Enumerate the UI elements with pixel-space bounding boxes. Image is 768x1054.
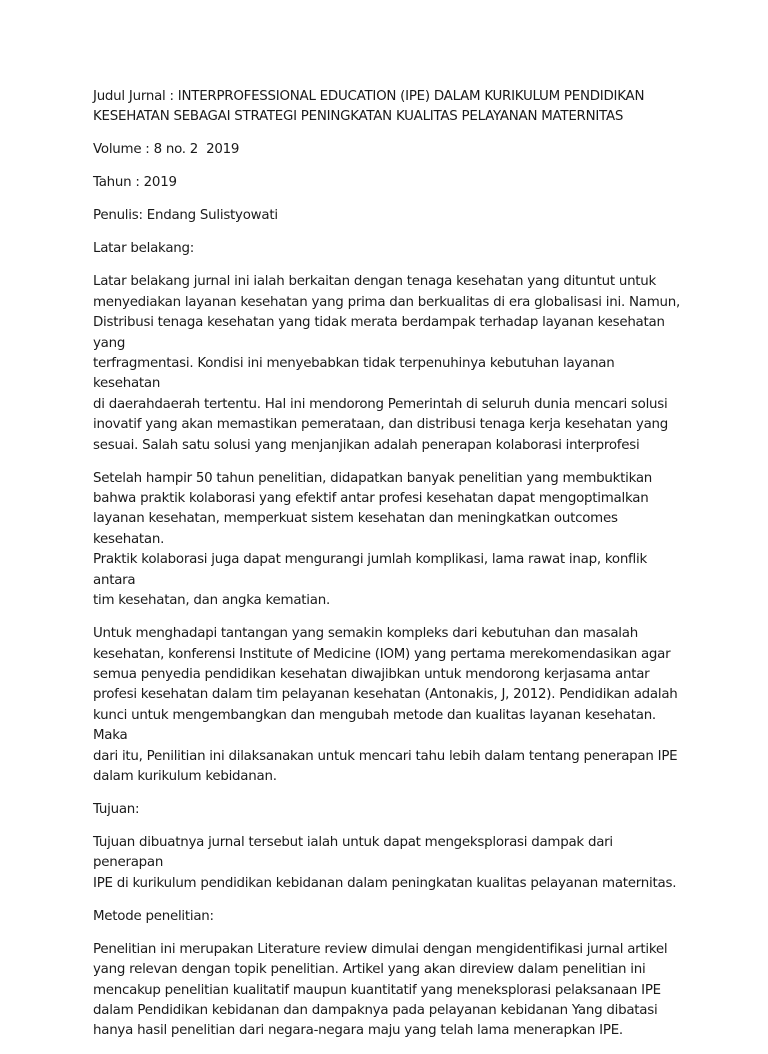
text-line: inovatif yang akan memastikan pemerataan, dan distribusi tenaga kerja kesehatan yang (93, 417, 669, 433)
text-line: semua penyedia pendidikan kesehatan diwajibkan untuk mendorong kerjasama antar (93, 666, 650, 682)
text-line: dalam kurikulum kebidanan. (93, 768, 277, 784)
text-line: Untuk menghadapi tantangan yang semakin kompleks dari kebutuhan dan masalah (93, 626, 638, 642)
text-line: IPE di kurikulum pendidikan kebidanan dalam peningkatan kualitas pelayanan maternitas. (93, 875, 677, 891)
text-line: layanan kesehatan, memperkuat sistem kesehatan dan meningkatkan outcomes kesehatan. (93, 511, 618, 547)
year-line: Tahun : 2019 (93, 175, 177, 191)
text-line: hanya hasil penelitian dari negara-negara maju yang telah lama menerapkan IPE. (93, 1023, 623, 1039)
text-line: yang relevan dengan topik penelitian. Artikel yang akan direview dalam penelitian ini (93, 962, 646, 978)
text-line: Setelah hampir 50 tahun penelitian, didapatkan banyak penelitian yang membuktikan (93, 470, 653, 486)
method-heading: Metode penelitian: (93, 908, 214, 924)
text-line: terfragmentasi. Kondisi ini menyebabkan tidak terpenuhinya kebutuhan layanan kesehatan (93, 356, 615, 392)
background-paragraph-2 (93, 469, 683, 612)
background-heading: Latar belakang: (93, 241, 195, 257)
objective-heading: Tujuan: (93, 801, 140, 817)
text-line: Tujuan dibuatnya jurnal tersebut ialah untuk dapat mengeksplorasi dampak dari penerapan (93, 834, 613, 871)
text-line: sesuai. Salah satu solusi yang menjanjikan adalah penerapan kolaborasi interprofesi (93, 437, 640, 453)
text-line: kunci untuk mengembangkan dan mengubah metode dan kualitas layanan kesehatan. Maka (93, 707, 656, 744)
journal-title-line-1: Judul Jurnal : INTERPROFESSIONAL EDUCATION (IPE) DALAM KURIKULUM PENDIDIKAN (93, 89, 645, 104)
text-line: Distribusi tenaga kesehatan yang tidak merata berdampak terhadap layanan kesehatan yang (93, 315, 665, 351)
text-line: Latar belakang jurnal ini ialah berkaitan dengan tenaga kesehatan yang dituntut untuk (93, 274, 657, 290)
author-line: Penulis: Endang Sulistyowati (93, 208, 278, 224)
text-line: Praktik kolaborasi juga dapat mengurangi jumlah komplikasi, lama rawat inap, konflik antara (93, 552, 647, 588)
method-paragraph (93, 940, 683, 1042)
text-line: kesehatan, konferensi Institute of Medicine (IOM) yang pertama merekomendasikan agar (93, 646, 671, 662)
text-line: Penelitian ini merupakan Literature review dimulai dengan mengidentifikasi jurnal artikel (93, 941, 668, 957)
volume-line: Volume : 8 no. 2 2019 (93, 142, 240, 158)
journal-title-line-2: KESEHATAN SEBAGAI STRATEGI PENINGKATAN KUALITAS PELAYANAN MATERNITAS (93, 109, 624, 125)
objective-paragraph (93, 833, 683, 894)
text-line: menyediakan layanan kesehatan yang prima dan berkualitas di era globalisasi ini. Namun, (93, 294, 680, 310)
document-body (93, 87, 683, 1054)
text-line: dari itu, Penilitian ini dilaksanakan untuk mencari tahu lebih dalam tentang penerapan IPE (93, 748, 678, 764)
text-line: profesi kesehatan dalam tim pelayanan kesehatan (Antonakis, J, 2012). Pendidikan adalah (93, 687, 678, 703)
text-line: tim kesehatan, dan angka kematian. (93, 593, 330, 609)
background-paragraph-1 (93, 272, 683, 456)
journal-title (93, 87, 683, 128)
text-line: di daerahdaerah tertentu. Hal ini mendorong Pemerintah di seluruh dunia mencari solusi (93, 396, 668, 412)
text-line: dalam Pendidikan kebidanan dan dampaknya pada pelayanan kebidanan Yang dibatasi (93, 1002, 658, 1018)
text-line: mencakup penelitian kualitatif maupun kuantitatif yang meneksplorasi pelaksanaan IPE (93, 982, 661, 998)
text-line: bahwa praktik kolaborasi yang efektif antar profesi kesehatan dapat mengoptimalkan (93, 491, 649, 507)
background-paragraph-3 (93, 624, 683, 787)
